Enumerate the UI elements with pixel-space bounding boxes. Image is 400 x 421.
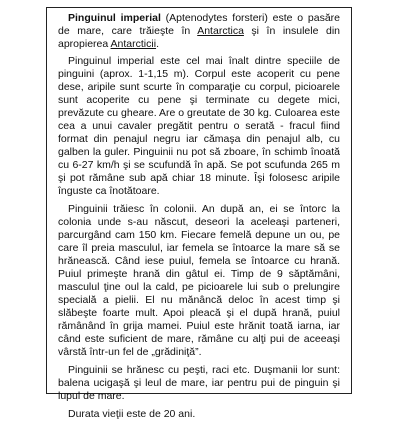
intro-text-b: şi în insulele din apropierea [58, 25, 340, 50]
paragraph-food-enemies: Pinguinii se hrănesc cu peşti, raci etc. Duşmanii lor sunt: balena ucigaşă şi leul de mare, iar pentru pui de pinguin şi lupul de mare. [58, 364, 340, 402]
intro-paragraph [58, 12, 340, 51]
intro-text-c: . [156, 38, 159, 50]
document-body [58, 12, 340, 421]
intro-text-a: (Aptenodytes forsteri) este o pasăre de mare, care trăieşte în [58, 12, 340, 37]
document-title: Pinguinul imperial [68, 12, 161, 24]
document-frame [46, 7, 352, 420]
paragraph-lifespan: Durata vieţii este de 20 ani. [68, 408, 196, 420]
paragraph-description: Pinguinul imperial este cel mai înalt dintre speciile de pinguini (aprox. 1-1,15 m). Corpul este acoperit cu pene dese, aripile sunt scurte în comparaţie cu corpul, picioarele sunt acoperite cu pene şi terminate cu degete mici, prevăzute cu gheare. Are o greutate de 30 kg. Culoarea este cea a unui cavaler pregătit pentru o serată - fracul fiind format din penajul negru iar cămaşa din penajul alb, cu galben la guler. Pinguinii nu pot să zboare, în schimb înoată cu 6-27 km/h şi se scufundă în apă. Se pot scufunda 265 m şi pot rămâne sub apă chiar 18 minute. Îşi folosesc aripile înguste ca înotătoare. [58, 55, 340, 197]
paragraph-colonies: Pinguinii trăiesc în colonii. An după an, ei se întorc la colonia unde s-au născut, deseori la aceleaşi parteneri, parcurgând cam 150 km. Fiecare femelă depune un ou, pe care îl preia masculul, iar femela se întoarce la mare să se hrănească. Când iese puiul, femela se întoarce cu hrană. Puiul primeşte hrană din gâtul ei. Timp de 9 săptămâni, masculul ţine oul la cald, pe picioarele lui sub o prelungire specială a pielii. El nu mănâncă deloc în acest timp şi slăbeşte foarte mult. Apoi pleacă şi el după hrană, puiul rămânând în grija mamei. Puiul este hrănit toată iarna, iar când este suficient de mare, rămâne cu alţi pui de aceeaşi vârstă într-un fel de „grădiniţă”. [58, 203, 340, 358]
antarcticii-link[interactable]: Antarcticii [110, 38, 157, 50]
antarctica-link[interactable]: Antarctica [197, 25, 244, 37]
